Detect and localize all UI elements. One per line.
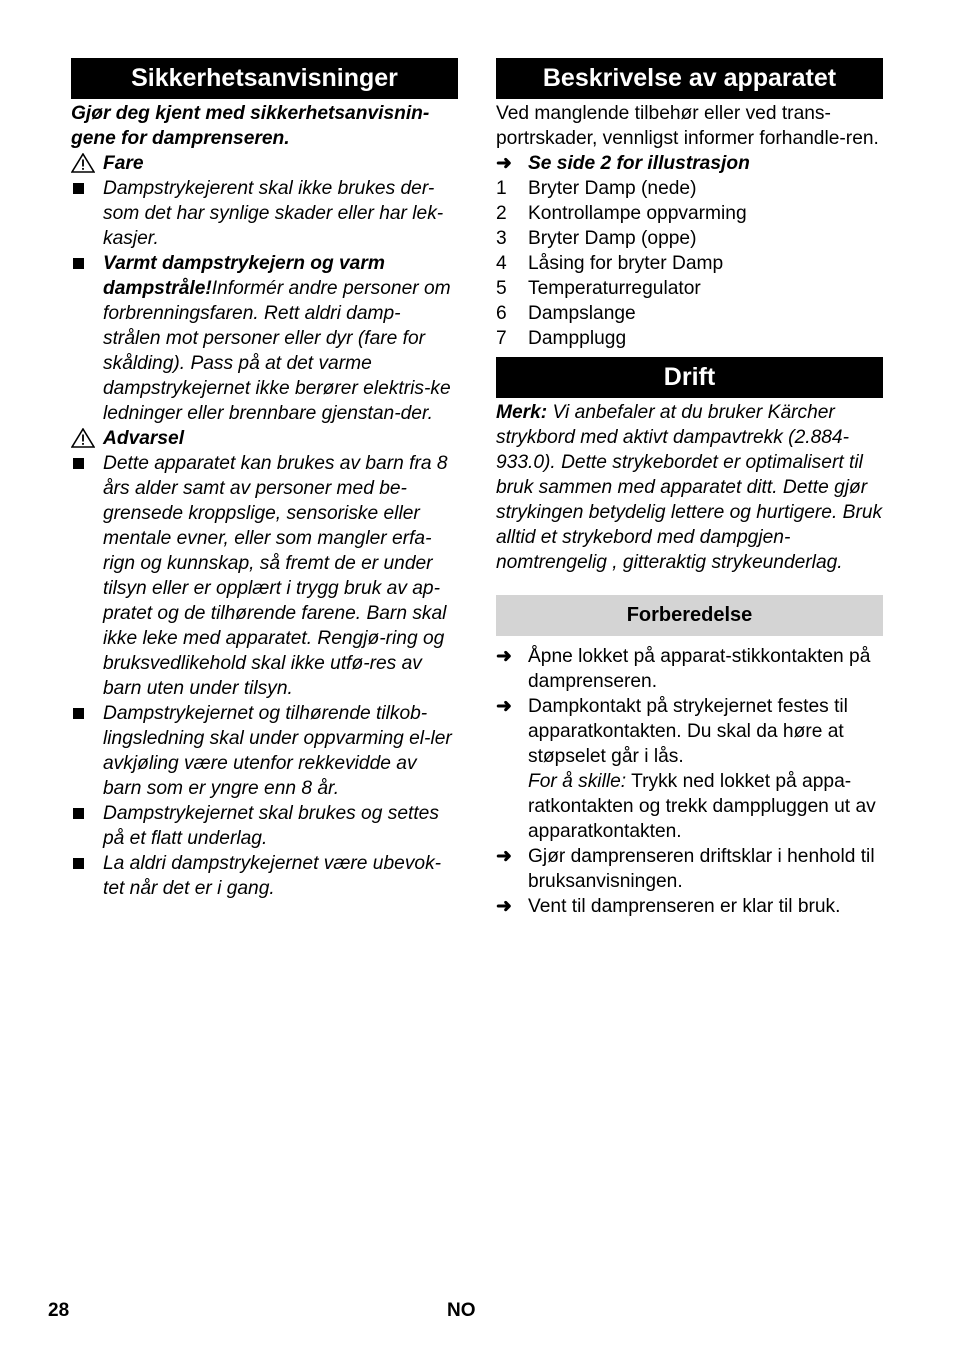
- subsection-header-preparation: Forberedelse: [496, 595, 883, 636]
- danger-heading: [71, 151, 458, 176]
- danger-list: [71, 176, 458, 426]
- prep-step: ➜ Vent til damprenseren er klar til bruk.: [496, 896, 841, 917]
- prep-step: ➜ Gjør damprenseren driftsklar i henhold til bruksanvisningen.: [496, 846, 875, 892]
- list-item: Dampstrykejernet skal brukes og settes på et flatt underlag.: [71, 801, 458, 851]
- arrow-right-icon: ➜: [496, 646, 512, 667]
- square-bullet-icon: [73, 458, 84, 469]
- parts-list: [496, 176, 883, 351]
- description-text: Ved manglende tilbehør eller ved trans-portrskader, vennligst informer forhandle-ren.: [496, 103, 879, 149]
- list-item: 7 Dampplugg: [496, 328, 627, 349]
- list-item: 6 Dampslange: [496, 303, 636, 324]
- arrow-right-icon: ➜: [496, 153, 512, 174]
- section-header-safety: Sikkerhetsanvisninger: [71, 58, 458, 99]
- square-bullet-icon: [73, 258, 84, 269]
- list-item: Dampstrykejerent skal ikke brukes der-som det har synlige skader eller har lek-kasjer.: [71, 176, 458, 251]
- list-item: 2 Kontrollampe oppvarming: [496, 203, 747, 224]
- prep-step: ➜ Dampkontakt på strykejernet festes til apparatkontakten. Du skal da høre at støpselet går i lås. For å skille: Trykk ned lokket på appa-ratkontakten og trekk damppluggen ut av apparatkontakten.: [496, 696, 876, 842]
- see-page-reference: ➜ Se side 2 for illustrasjon: [496, 153, 750, 174]
- list-item: Varmt dampstrykejern og varm dampstråle!Informér andre personer om forbrenningsfaren. Rett aldri damp-strålen mot personer eller dyr (fare for skålding). Pass på at det varme dampstrykejernet ikke berører elektris-ke ledninger eller brennbare gjenstan-der.: [71, 251, 458, 426]
- right-column: [496, 58, 883, 919]
- safety-intro: Gjør deg kjent med sikkerhetsanvisnin-gene for damprenseren.: [71, 103, 430, 149]
- list-item: 4 Låsing for bryter Damp: [496, 253, 724, 274]
- list-item: 5 Temperaturregulator: [496, 278, 701, 299]
- square-bullet-icon: [73, 708, 84, 719]
- arrow-right-icon: ➜: [496, 896, 512, 917]
- language-code: NO: [447, 1300, 476, 1321]
- arrow-right-icon: ➜: [496, 696, 512, 717]
- warning-list: [71, 451, 458, 901]
- note-paragraph: Merk: Vi anbefaler at du bruker Kärcher strykbord med aktivt dampavtrekk (2.884-933.0). Dette strykebordet er optimalisert til bruk sammen med apparatet ditt. Dette gjør strykingen betydelig lettere og hurtigere. Bruk alltid et strykebord med dampgjen-nomtrengelig , gitteraktig strykeunderlag.: [496, 402, 883, 573]
- list-item: Dette apparatet kan brukes av barn fra 8 års alder samt av personer med be-grensede kroppslige, sensoriske eller mentale evner, eller som mangler erfa-rign og kunnskap, så fremt de er under tilsyn eller er opplært i trygg bruk av ap-pratet og de tilhørende farene. Barn skal ikke leke med apparatet. Rengjø-ring og bruksvedlikehold skal ikke utfø-res av barn uten under tilsyn.: [71, 451, 458, 701]
- danger-label: Fare: [103, 153, 144, 174]
- section-header-operation: Drift: [496, 357, 883, 398]
- arrow-right-icon: ➜: [496, 846, 512, 867]
- list-item: 3 Bryter Damp (oppe): [496, 228, 697, 249]
- warning-triangle-icon: [71, 153, 95, 173]
- left-column: [71, 58, 458, 901]
- warning-heading: [71, 426, 458, 451]
- prep-step: ➜ Åpne lokket på apparat-stikkontakten på damprenseren.: [496, 646, 871, 692]
- square-bullet-icon: [73, 808, 84, 819]
- warning-label: Advarsel: [103, 428, 185, 449]
- list-item: Dampstrykejernet og tilhørende tilkob-lingsledning skal under oppvarming el-ler avkjøling være utenfor rekkevidde av barn som er yngre enn 8 år.: [71, 701, 458, 801]
- section-header-description: Beskrivelse av apparatet: [496, 58, 883, 99]
- warning-triangle-icon: [71, 428, 95, 448]
- square-bullet-icon: [73, 183, 84, 194]
- list-item: 1 Bryter Damp (nede): [496, 178, 697, 199]
- page-number: 28: [48, 1300, 70, 1321]
- list-item: La aldri dampstrykejernet være ubevok-tet når det er i gang.: [71, 851, 458, 901]
- square-bullet-icon: [73, 858, 84, 869]
